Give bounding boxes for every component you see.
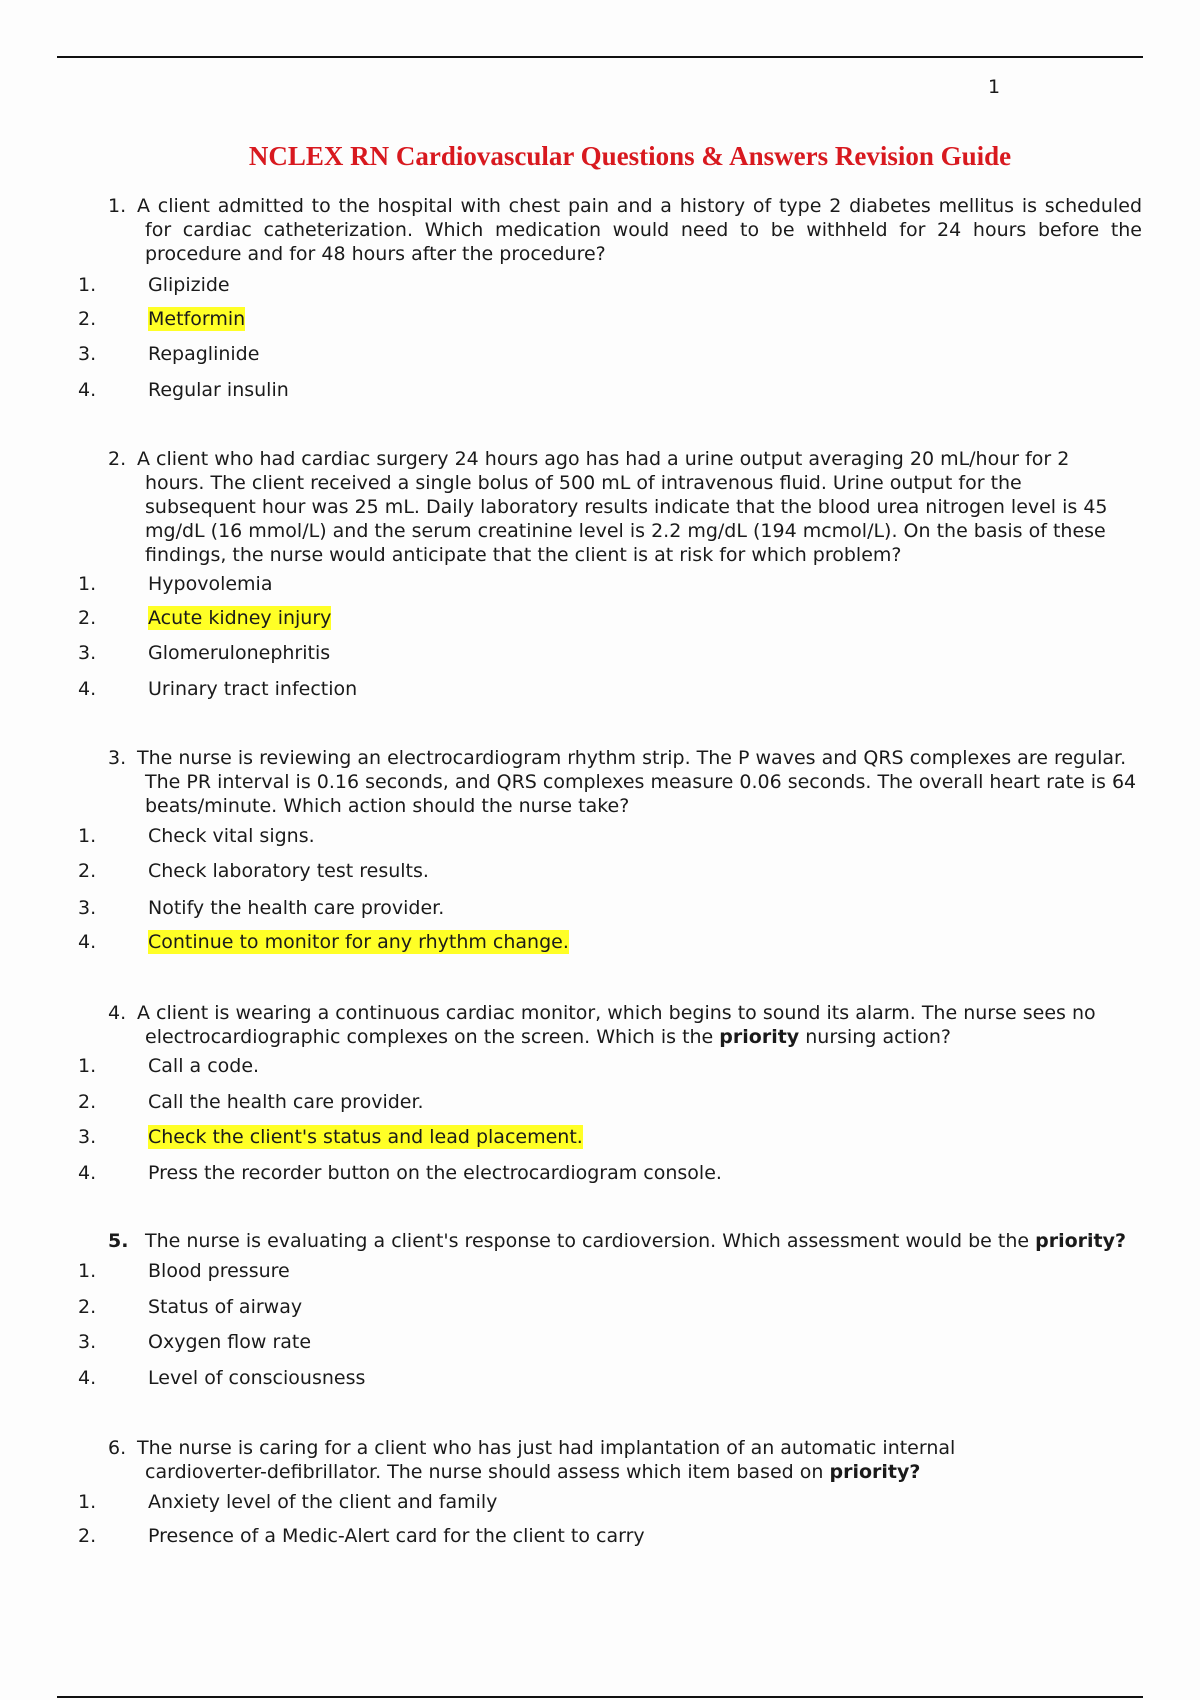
page-number: 1 — [988, 76, 1001, 98]
question-2 — [108, 447, 1118, 567]
answer-highlight: Continue to monitor for any rhythm change. — [148, 931, 569, 953]
answer-highlight: Acute kidney injury — [148, 607, 332, 629]
question-4 — [108, 1001, 1128, 1049]
answer-highlight: Check the client's status and lead placement. — [148, 1126, 583, 1148]
document-title: NCLEX RN Cardiovascular Questions & Answers Revision Guide — [248, 141, 1012, 171]
header-rule — [57, 56, 1143, 58]
question-6 — [108, 1436, 1028, 1484]
question-1 — [108, 194, 1142, 266]
question-number: 5. — [108, 1230, 129, 1252]
question-text: 2. A client who had cardiac surgery 24 hours ago has had a urine output averaging 20 mL/hour for 2 hours. The client received a single bolus of 500 mL of intravenous fluid. Urine output for the subsequent hour was 25 mL. Daily laboratory results indicate that the blood urea nitrogen level is 45 mg/dL (16 mmol/L) and the serum creatinine level is 2.2 mg/dL (194 mcmol/L). On the basis of these findings, the nurse would anticipate that the client is at risk for which problem? — [108, 448, 1108, 566]
answer-highlight: Metformin — [148, 308, 246, 330]
question-text: 3. The nurse is reviewing an electrocardiogram rhythm strip. The P waves and QRS complexes are regular. The PR interval is 0.16 seconds, and QRS complexes measure 0.06 seconds. The overall heart rate is 64 beats/minute. Which action should the nurse take? — [108, 747, 1137, 817]
footer-rule — [57, 1696, 1143, 1698]
question-text: 6. The nurse is caring for a client who has just had implantation of an automatic internal cardioverter-defibrillator. The nurse should assess which item based on priority? — [108, 1437, 956, 1483]
question-3 — [108, 746, 1138, 818]
question-text: 1. A client admitted to the hospital with chest pain and a history of type 2 diabetes mellitus is scheduled for cardiac catheterization. Which medication would need to be withheld for 24 hours before the procedure and for 48 hours after the procedure? — [108, 195, 1142, 265]
question-text: The nurse is evaluating a client's response to cardioversion. Which assessment would be the priority? — [145, 1230, 1127, 1252]
question-text: 4. A client is wearing a continuous cardiac monitor, which begins to sound its alarm. The nurse sees no electrocardiographic complexes on the screen. Which is the priority nursing action? — [108, 1002, 1096, 1048]
